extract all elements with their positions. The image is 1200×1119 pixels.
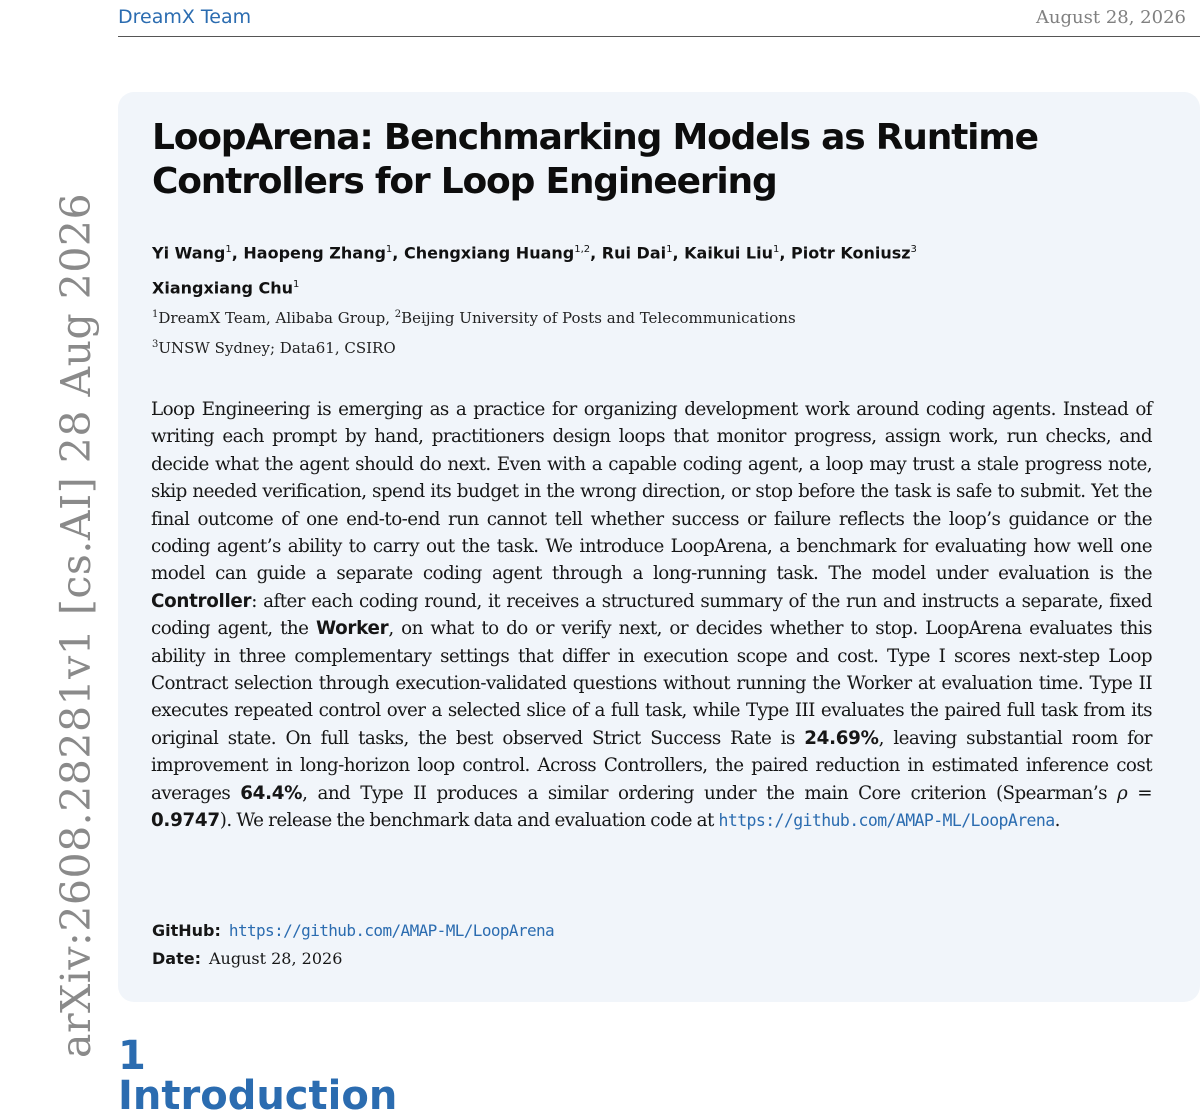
running-header-left: DreamX Team	[118, 6, 252, 28]
author: Haopeng Zhang	[243, 243, 386, 263]
arxiv-side-identifier: arXiv:2608.28281v1 [cs.AI] 28 Aug 2026	[52, 192, 100, 1058]
strict-success-rate-value: 24.69%	[804, 727, 879, 749]
date-value: August 28, 2026	[208, 949, 343, 968]
author-affiliation-mark: 1	[225, 244, 232, 255]
running-header-date: August 28, 2026	[1035, 7, 1186, 28]
affiliation-line-1	[152, 309, 1152, 327]
author-affiliation-mark: 1	[293, 279, 300, 291]
author: Chengxiang Huang	[403, 243, 575, 263]
abstract-text: .	[1054, 810, 1060, 832]
abstract-text: , and Type II produces a similar ordering under the main Core criterion (Spearman’s	[302, 782, 1117, 804]
repository-link[interactable]: https://github.com/AMAP-ML/LoopArena	[718, 811, 1055, 831]
controller-term: Controller	[151, 590, 252, 612]
author-affiliation-mark: 1,2	[574, 244, 591, 255]
author-affiliation-mark: 1	[385, 244, 393, 255]
affiliation-text: Beijing University of Posts and Telecommunications	[401, 309, 796, 327]
equals-sign: =	[1127, 782, 1152, 804]
date-meta-row	[152, 949, 342, 968]
author: Yi Wang	[152, 243, 226, 263]
cost-reduction-value: 64.4%	[240, 782, 303, 804]
abstract-paragraph	[151, 396, 1152, 835]
affiliation-number: 1	[152, 309, 159, 320]
author-affiliation-mark: 1	[772, 244, 780, 255]
abstract-text: , leaving substantial room for improvement in long-horizon loop control. Across Controllers, the paired reduction in estimated inference cost averages	[151, 727, 1152, 804]
author: Rui Dai	[601, 243, 667, 263]
abstract-text: : after each coding round, it receives a structured summary of the run and instructs a separate, fixed coding agent, the	[151, 590, 1152, 640]
abstract	[151, 396, 1152, 835]
paper-title: LoopArena: Benchmarking Models as Runtime Controllers for Loop Engineering	[152, 117, 1038, 202]
author: Kaikui Liu	[684, 243, 773, 263]
section-heading-introduction: 1 Introduction	[118, 1033, 398, 1119]
author-affiliation-mark: 1	[666, 244, 673, 255]
author-affiliation-mark: 3	[910, 244, 917, 255]
abstract-text: ). We release the benchmark data and evaluation code at	[219, 810, 719, 832]
affiliation-text: DreamX Team, Alibaba Group,	[158, 309, 395, 327]
affiliation-number: 3	[152, 339, 159, 350]
date-label: Date:	[152, 949, 201, 968]
worker-term: Worker	[315, 618, 389, 640]
github-link[interactable]: https://github.com/AMAP-ML/LoopArena	[228, 921, 555, 940]
author: Piotr Koniusz	[791, 243, 911, 263]
rho-symbol: ρ	[1116, 782, 1128, 804]
github-label: GitHub:	[152, 921, 221, 940]
author-list: Yi Wang$^1$, Haopeng Zhang$^1$, Chengxiang Huang$^{1,2}$, Rui Dai$^1$, Kaikui Liu$^1$, Piotr Koniusz$^3$ Xiangxiang Chu$^1$	[152, 243, 917, 298]
abstract-text: , on what to do or verify next, or decides whether to stop. LoopArena evaluates this ability in three complementary settings that differ in execution scope and cost. Type I scores next-step Loop Contract selection through execution-validated questions without running the Worker at evaluation time. Type II executes repeated control over a selected slice of a full task, while Type III evaluates the paired full task from its original state. On full tasks, the best observed Strict Success Rate is	[151, 618, 1152, 749]
affiliation-line-2	[152, 339, 1152, 357]
affiliation-number: 2	[394, 309, 402, 320]
abstract-text: Loop Engineering is emerging as a practice for organizing development work around coding agents. Instead of writing each prompt by hand, practitioners design loops that monitor progress, assign work, run checks, and decide what the agent should do next. Even with a capable coding agent, a loop may trust a stale progress note, skip needed verification, spend its budget in the wrong direction, or stop before the task is safe to submit. Yet the final outcome of one end-to-end run cannot tell whether success or failure reflects the loop’s guidance or the coding agent’s ability to carry out the task. We introduce LoopArena, a benchmark for evaluating how well one model can guide a separate coding agent through a long-running task. The model under evaluation is the	[151, 399, 1152, 585]
github-meta-row	[152, 921, 554, 940]
header-rule	[118, 36, 1200, 37]
spearman-value: 0.9747	[151, 810, 220, 832]
author: Xiangxiang Chu	[152, 278, 293, 298]
affiliation-text: UNSW Sydney; Data61, CSIRO	[158, 339, 396, 357]
